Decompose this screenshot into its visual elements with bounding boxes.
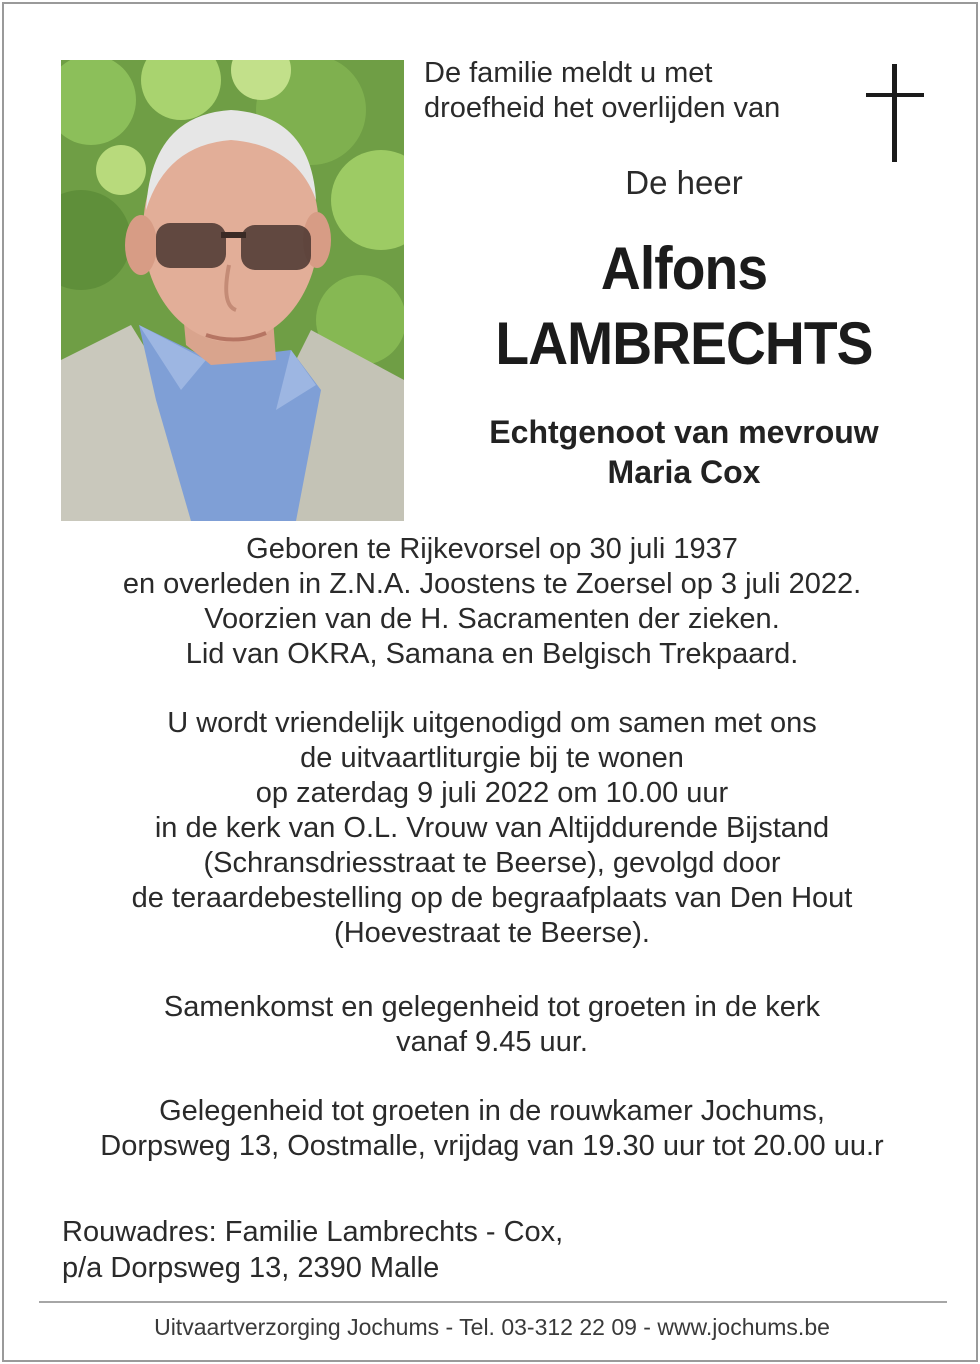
viewing-line: Gelegenheid tot groeten in de rouwkamer Jochums, (159, 1095, 825, 1127)
funeral-invitation (34, 706, 950, 951)
funeral-line: (Hoevestraat te Beerse). (334, 917, 650, 949)
announcement-intro (424, 56, 844, 126)
intro-line: droefheid het overlijden van (424, 92, 781, 124)
biography-line: Voorzien van de H. Sacramenten der zieken. (204, 603, 780, 635)
funeral-line: de teraardebestelling op de begraafplaats van Den Hout (131, 882, 853, 914)
funeral-line: de uitvaartliturgie bij te wonen (300, 742, 684, 774)
biography (34, 532, 950, 672)
biography-line: Geboren te Rijkevorsel op 30 juli 1937 (246, 533, 738, 565)
cross-icon (866, 64, 924, 162)
deceased-first-name: Alfons (600, 235, 768, 302)
biography-line: en overleden in Z.N.A. Joostens te Zoersel op 3 juli 2022. (122, 568, 862, 600)
footer-divider (39, 1301, 947, 1303)
viewing-info (34, 1094, 950, 1164)
funeral-home-footer: Uitvaartverzorging Jochums - Tel. 03-312 22 09 - www.jochums.be (154, 1314, 830, 1340)
deceased-last-name: LAMBRECHTS (495, 310, 873, 377)
funeral-line: in de kerk van O.L. Vrouw van Altijddurende Bijstand (154, 812, 830, 844)
gathering-line: Samenkomst en gelegenheid tot groeten in de kerk (163, 991, 821, 1023)
gathering-line: vanaf 9.45 uur. (396, 1026, 588, 1058)
funeral-line: U wordt vriendelijk uitgenodigd om samen met ons (167, 707, 817, 739)
mourning-address (62, 1214, 762, 1286)
address-line: Rouwadres: Familie Lambrechts - Cox, (62, 1216, 564, 1248)
spouse-info (424, 412, 944, 492)
portrait-photo (61, 60, 404, 521)
honorific: De heer (625, 164, 743, 201)
biography-line: Lid van OKRA, Samana en Belgisch Trekpaard. (185, 638, 799, 670)
gathering-info (34, 990, 950, 1060)
funeral-line: op zaterdag 9 juli 2022 om 10.00 uur (255, 777, 729, 809)
address-line: p/a Dorpsweg 13, 2390 Malle (62, 1252, 440, 1284)
viewing-line: Dorpsweg 13, Oostmalle, vrijdag van 19.30 uur tot 20.00 uu.r (100, 1130, 884, 1162)
obituary-card (2, 2, 978, 1362)
funeral-line: (Schransdriesstraat te Beerse), gevolgd door (203, 847, 781, 879)
spouse-line: Echtgenoot van mevrouw (489, 414, 879, 450)
intro-line: De familie meldt u met (424, 57, 713, 89)
spouse-line: Maria Cox (607, 454, 761, 490)
